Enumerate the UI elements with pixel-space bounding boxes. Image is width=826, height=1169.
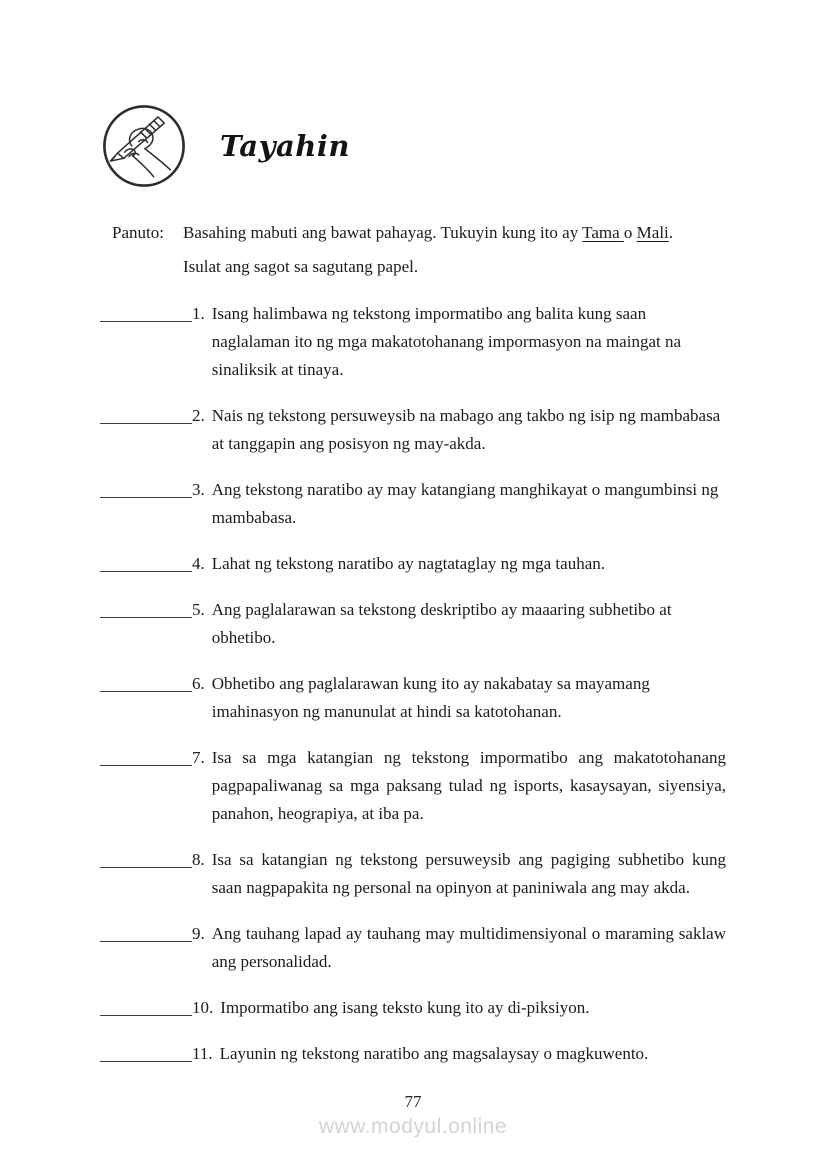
underlined-tama: Tama (582, 223, 624, 242)
question-text: Impormatibo ang isang teksto kung ito ay di-piksiyon. (220, 998, 590, 1017)
instructions-label: Panuto: (112, 223, 164, 242)
question-text: Ang tauhang lapad ay tauhang may multidimensiyonal o maraming saklaw ang personalidad. (211, 924, 726, 971)
question-text: Lahat ng tekstong naratibo ay nagtataglay ng mga tauhan. (211, 554, 605, 573)
answer-blank (100, 402, 192, 424)
question-row-9 (100, 920, 726, 976)
question-text: Isa sa katangian ng tekstong persuweysib ang pagiging subhetibo kung saan nagpapakita ng personal na opinyon at paniniwala ang may akda. (211, 850, 726, 897)
instructions-block (100, 216, 726, 284)
question-number: 5. (192, 600, 205, 619)
question-row-3 (100, 476, 726, 532)
answer-blank (100, 846, 192, 868)
question-text: Isa sa mga katangian ng tekstong impormatibo ang makatotohanang pagpapaliwanag sa mga paksang tulad ng isports, kasaysayan, siyensiya, panahon, heograpiya, at iba pa. (211, 748, 726, 823)
question-number: 7. (192, 748, 205, 767)
question-number: 1. (192, 304, 205, 323)
answer-blank (100, 596, 192, 618)
page-footer (0, 1092, 826, 1139)
question-row-11 (100, 1040, 726, 1068)
underlined-mali: Mali (636, 223, 669, 242)
watermark-text: www.modyul.online (318, 1115, 508, 1138)
answer-blank (100, 476, 192, 498)
answer-blank (100, 670, 192, 692)
answer-blank (100, 550, 192, 572)
answer-blank (100, 300, 192, 322)
writing-hand-icon (100, 102, 188, 190)
question-row-1 (100, 300, 726, 384)
answer-blank (100, 994, 192, 1016)
instructions-text (183, 216, 726, 284)
page-header (100, 100, 726, 192)
answer-blank (100, 920, 192, 942)
question-text: Obhetibo ang paglalarawan kung ito ay nakabatay sa mayamang imahinasyon ng manunulat at hindi sa katotohanan. (211, 674, 650, 721)
question-row-6 (100, 670, 726, 726)
question-row-5 (100, 596, 726, 652)
question-number: 3. (192, 480, 205, 499)
question-row-2 (100, 402, 726, 458)
question-row-4 (100, 550, 726, 578)
question-number: 6. (192, 674, 205, 693)
question-number: 11. (192, 1044, 213, 1063)
question-number: 9. (192, 924, 205, 943)
page-number: 77 (404, 1092, 422, 1111)
question-number: 4. (192, 554, 205, 573)
question-number: 8. (192, 850, 205, 869)
question-text: Ang tekstong naratibo ay may katangiang manghikayat o mangumbinsi ng mambabasa. (211, 480, 719, 527)
question-text: Ang paglalarawan sa tekstong deskriptibo ay maaaring subhetibo at obhetibo. (211, 600, 672, 647)
page-title: Tayahin (220, 129, 350, 163)
question-number: 10. (192, 998, 214, 1017)
question-number: 2. (192, 406, 205, 425)
question-row-7 (100, 744, 726, 828)
instructions-line2: Isulat ang sagot sa sagutang papel. (183, 257, 419, 276)
question-text: Isang halimbawa ng tekstong impormatibo ang balita kung saan naglalaman ito ng mga makatotohanang impormasyon na maingat na sinaliksik at tinaya. (211, 304, 682, 379)
question-text: Nais ng tekstong persuweysib na mabago ang takbo ng isip ng mambabasa at tanggapin ang posisyon ng may-akda. (211, 406, 721, 453)
question-row-8 (100, 846, 726, 902)
question-text: Layunin ng tekstong naratibo ang magsalaysay o magkuwento. (219, 1044, 649, 1063)
answer-blank (100, 1040, 192, 1062)
question-row-10 (100, 994, 726, 1022)
question-list (100, 300, 726, 1068)
instructions-line1: Basahing mabuti ang bawat pahayag. Tukuyin kung ito ay Tama o Mali. (183, 223, 674, 242)
answer-blank (100, 744, 192, 766)
